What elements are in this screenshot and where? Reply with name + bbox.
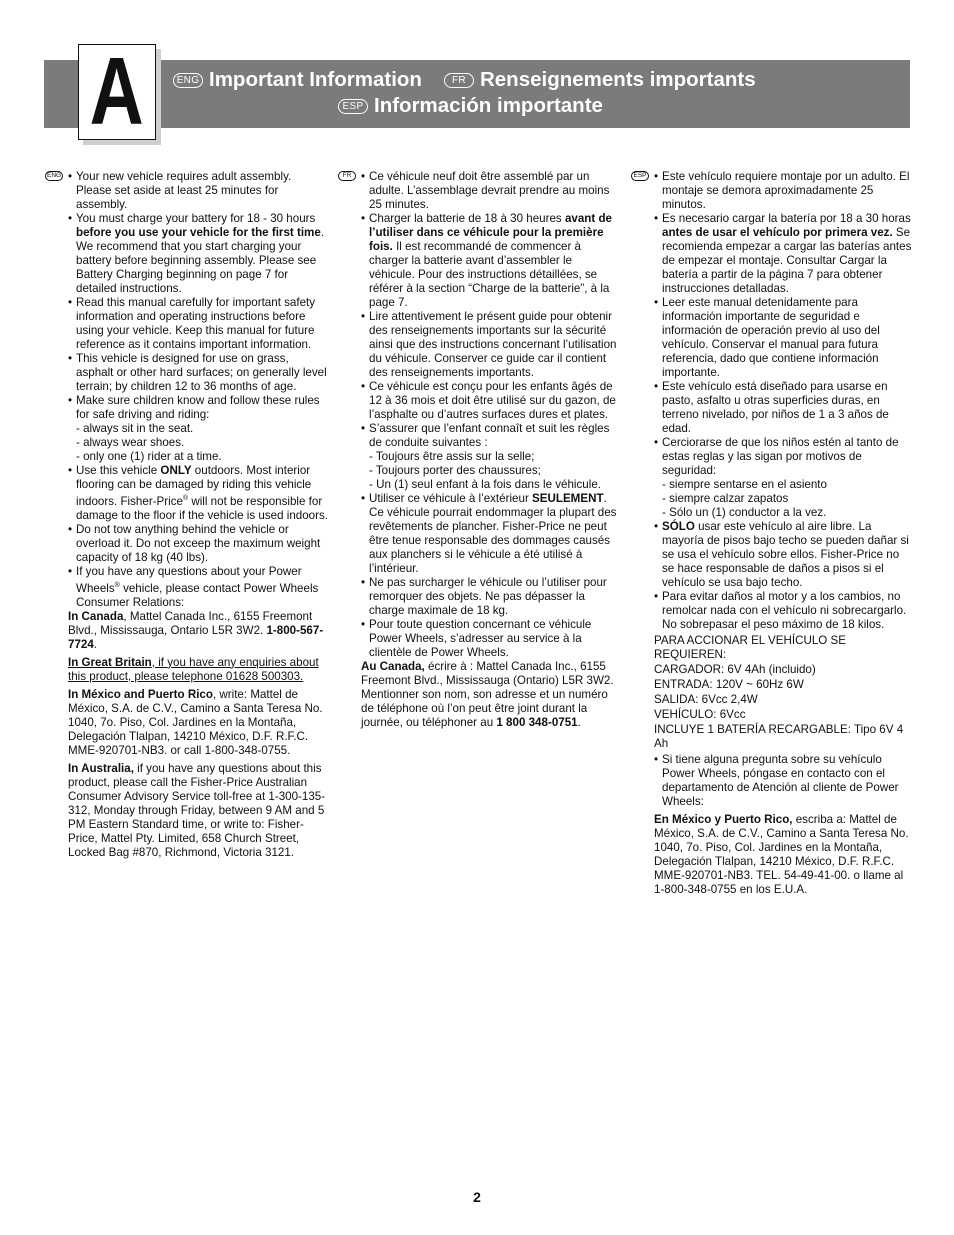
list-item: • Your new vehicle requires adult assembly. Please set aside at least 25 minutes for assembly. xyxy=(68,170,329,212)
list-item: • Cerciorarse de que los niños estén al tanto de estas reglas y las sigan por motivos de seguridad: - siempre sentarse en el asiento - siempre calzar zapatos - Sólo un (1) conductor a la vez. xyxy=(654,436,913,520)
spec-charger: CARGADOR: 6V 4Ah (incluido) xyxy=(654,663,816,676)
eng-contact-block xyxy=(45,610,329,860)
esp-bullet-list xyxy=(631,170,913,632)
eng-rules-list xyxy=(76,422,329,464)
page-number: 2 xyxy=(473,1189,481,1205)
rule-item: - Toujours être assis sur la selle; xyxy=(369,450,535,463)
fr-marker-icon: FR xyxy=(338,171,356,181)
list-item: • Ce véhicule est conçu pour les enfants âgés de 12 à 36 mois et doit être utilisé sur du gazon, de l’asphalte ou d’autres surfaces dures et plates. xyxy=(361,380,618,422)
eng-title: Important Information xyxy=(209,68,422,91)
header-title-row-1 xyxy=(173,68,756,92)
rule-item: - Un (1) seul enfant à la fois dans le véhicule. xyxy=(369,478,601,491)
esp-title: Información importante xyxy=(374,94,603,117)
rule-item: - always wear shoes. xyxy=(76,436,185,449)
list-item: • Read this manual carefully for important safety information and operating instructions before using your vehicle. Keep this manual for future reference as it contains important information. xyxy=(68,296,329,352)
list-item: • Este vehículo está diseñado para usarse en pasto, asfalto u otras superficies duras, en terreno nivelado, por niños de 1 a 3 años de edad. xyxy=(654,380,913,436)
esp-bullet-list-2 xyxy=(631,753,913,809)
fr-rules-list xyxy=(369,450,618,492)
list-item: • Ce véhicule neuf doit être assemblé par un adulte. L’assemblage devrait prendre au moins 25 minutes. xyxy=(361,170,618,212)
spec-heading: PARA ACCIONAR EL VEHÍCULO SE REQUIEREN: xyxy=(654,634,846,661)
list-item: • Charger la batterie de 18 à 30 heures avant de l’utiliser dans ce véhicule pour la première fois. Il est recommandé de commencer à charger la batterie avant d’assembler le véhicule. Pour des instructions détaillées, se référer à la section “Charge de la batterie”, à la page 7. xyxy=(361,212,618,310)
list-item: • Este vehículo requiere montaje por un adulto. El montaje se demora aproximadamente 25 minutos. xyxy=(654,170,913,212)
header-title-row-2 xyxy=(338,94,603,118)
list-item: • Para evitar daños al motor y a los cambios, no remolcar nada con el vehículo ni sobrecargarlo. No sobrepasar el peso máximo de 18 kilos. xyxy=(654,590,913,632)
eng-language-icon: ENG xyxy=(173,73,203,88)
list-item: • SÓLO usar este vehículo al aire libre. La mayoría de pisos bajo techo se pueden dañar si se usa el vehículo sobre ellos. Fisher-Price no se hace responsable de daños a pisos si el vehículo se usa bajo techo. xyxy=(654,520,913,590)
section-letter-box xyxy=(78,38,156,145)
list-item: • Leer este manual detenidamente para información importante de seguridad e información de operación previo al uso del vehículo. Conservar el manual para futura referencia, dado que contiene información importante. xyxy=(654,296,913,380)
list-item: • This vehicle is designed for use on grass, asphalt or other hard surfaces; on generally level terrain; by children 12 to 36 months of age. xyxy=(68,352,329,394)
spec-vehicle: VEHÍCULO: 6Vcc xyxy=(654,708,746,721)
list-item: • Utiliser ce véhicule à l’extérieur SEULEMENT. Ce véhicule pourrait endommager la plupart des revêtements de plancher. Fisher-Price ne peut être tenue responsable des dommages causés aux planchers si le véhicule a été utilisé à l’intérieur. xyxy=(361,492,618,576)
list-item: • Pour toute question concernant ce véhicule Power Wheels, s’adresser au service à la clientèle de Power Wheels. xyxy=(361,618,618,660)
esp-language-icon: ESP xyxy=(338,99,368,114)
contact-canada: In Canada, Mattel Canada Inc., 6155 Freemont Blvd., Mississauga, Ontario L5R 3W2. 1-800-567-7724. xyxy=(68,609,324,651)
esp-contact-block xyxy=(631,813,913,897)
fr-title: Renseignements importants xyxy=(479,68,756,91)
eng-marker-icon: ENG xyxy=(47,172,62,179)
list-item: • S’assurer que l’enfant connaît et suit les règles de conduite suivantes : - Toujours être assis sur la selle; - Toujours porter des chaussures; - Un (1) seul enfant à la fois dans le véhicule. xyxy=(361,422,618,492)
esp-marker-icon: ESP xyxy=(631,171,649,181)
rule-item: - only one (1) rider at a time. xyxy=(76,450,222,463)
list-item: • Use this vehicle ONLY outdoors. Most interior flooring can be damaged by riding this vehicle indoors. Fisher-Price® will not be responsible for damage to the floor if the vehicle is used indoors. xyxy=(68,464,329,523)
eng-bullet-list xyxy=(45,170,329,610)
list-item: • If you have any questions about your Power Wheels® vehicle, please contact Power Wheels Consumer Relations: xyxy=(68,565,329,610)
list-item: • Es necesario cargar la batería por 18 a 30 horas antes de usar el vehículo por primera vez. Se recomienda empezar a cargar las baterías antes de empezar el montaje. Consultar Cargar la batería a partir de la página 7 para obtener instrucciones detalladas. xyxy=(654,212,913,296)
list-item: • Lire attentivement le présent guide pour obtenir des renseignements importants sur la sécurité ainsi que des instructions concernant l’utilisation du véhicule. Conserver ce guide car il contient des renseignements importants. xyxy=(361,310,618,380)
contact-australia: In Australia, if you have any questions about this product, please call the Fisher-Price Australian Consumer Advisory Service toll-free at 1-300-135-312, Monday through Friday, between 9 AM and 5 PM Eastern Standard time, or write to: Fisher-Price, Mattel Pty. Limited, 658 Church Street, Locked Bag #870, Richmond, Victoria 3121. xyxy=(68,761,326,859)
contact-canada: Au Canada, écrire à : Mattel Canada Inc., 6155 Freemont Blvd., Mississauga (Ontario) L5R 3W2. Mentionner son nom, son adresse et un numéro de téléphone où l’on peut être joint durant la journée, ou téléphoner au 1 800 348-0751. xyxy=(361,660,614,729)
fr-language-icon: FR xyxy=(444,73,474,88)
english-column xyxy=(45,170,329,864)
spec-battery: INCLUYE 1 BATERÍA RECARGABLE: Tipo 6V 4 Ah xyxy=(654,723,904,750)
spec-output: SALIDA: 6Vcc 2,4W xyxy=(654,693,758,706)
esp-rules-list xyxy=(662,478,913,520)
list-item: • Ne pas surcharger le véhicule ou l’utiliser pour remorquer des objets. Ne pas dépasser la charge maximale de 18 kg. xyxy=(361,576,618,618)
contact-great-britain: In Great Britain, if you have any enquiries about this product, please telephone 01628 500303. xyxy=(68,655,319,683)
list-item: • Si tiene alguna pregunta sobre su vehículo Power Wheels, póngase en contacto con el departamento de Atención al cliente de Power Wheels: xyxy=(654,753,913,809)
fr-bullet-list xyxy=(338,170,618,660)
list-item: • You must charge your battery for 18 - 30 hours before you use your vehicle for the first time. We recommend that you start charging your battery before beginning assembly. Please see Battery Charging beginning on page 7 for detailed instructions. xyxy=(68,212,329,296)
spec-input: ENTRADA: 120V ~ 60Hz 6W xyxy=(654,678,804,691)
rule-item: - Sólo un (1) conductor a la vez. xyxy=(662,506,827,519)
esp-spec-block xyxy=(631,634,913,751)
french-column xyxy=(338,170,618,734)
section-letter: A xyxy=(89,38,145,145)
list-item: • Make sure children know and follow these rules for safe driving and riding: - always sit in the seat. - always wear shoes. - only one (1) rider at a time. xyxy=(68,394,329,464)
list-item: • Do not tow anything behind the vehicle or overload it. Do not exceep the maximum weight capacity of 18 kg (40 lbs). xyxy=(68,523,329,565)
rule-item: - Toujours porter des chaussures; xyxy=(369,464,541,477)
rule-item: - siempre calzar zapatos xyxy=(662,492,789,505)
rule-item: - always sit in the seat. xyxy=(76,422,194,435)
fr-contact-block xyxy=(338,660,618,730)
contact-mexico: En México y Puerto Rico, escriba a: Mattel de México, S.A. de C.V., Camino a Santa Teresa No. 1040, 7o. Piso, Col. Jardines en la Montaña, Delegación Tlalpan, 14210 México, D.F. R.F.C. MME-920701-NB3. TEL. 54-49-41-00. o llame al 1-800-348-0755 en los E.U.A. xyxy=(654,813,909,896)
spanish-column xyxy=(631,170,913,901)
contact-mexico: In México and Puerto Rico, write: Mattel de México, S.A. de C.V., Camino a Santa Teresa No. 1040, 7o. Piso, Col. Jardines en la Montaña, Delegación Tlalpan, 14210 México, D.F. R.F.C. MME-920701-NB3. or call 1-800-348-0755. xyxy=(68,687,323,757)
rule-item: - siempre sentarse en el asiento xyxy=(662,478,827,491)
